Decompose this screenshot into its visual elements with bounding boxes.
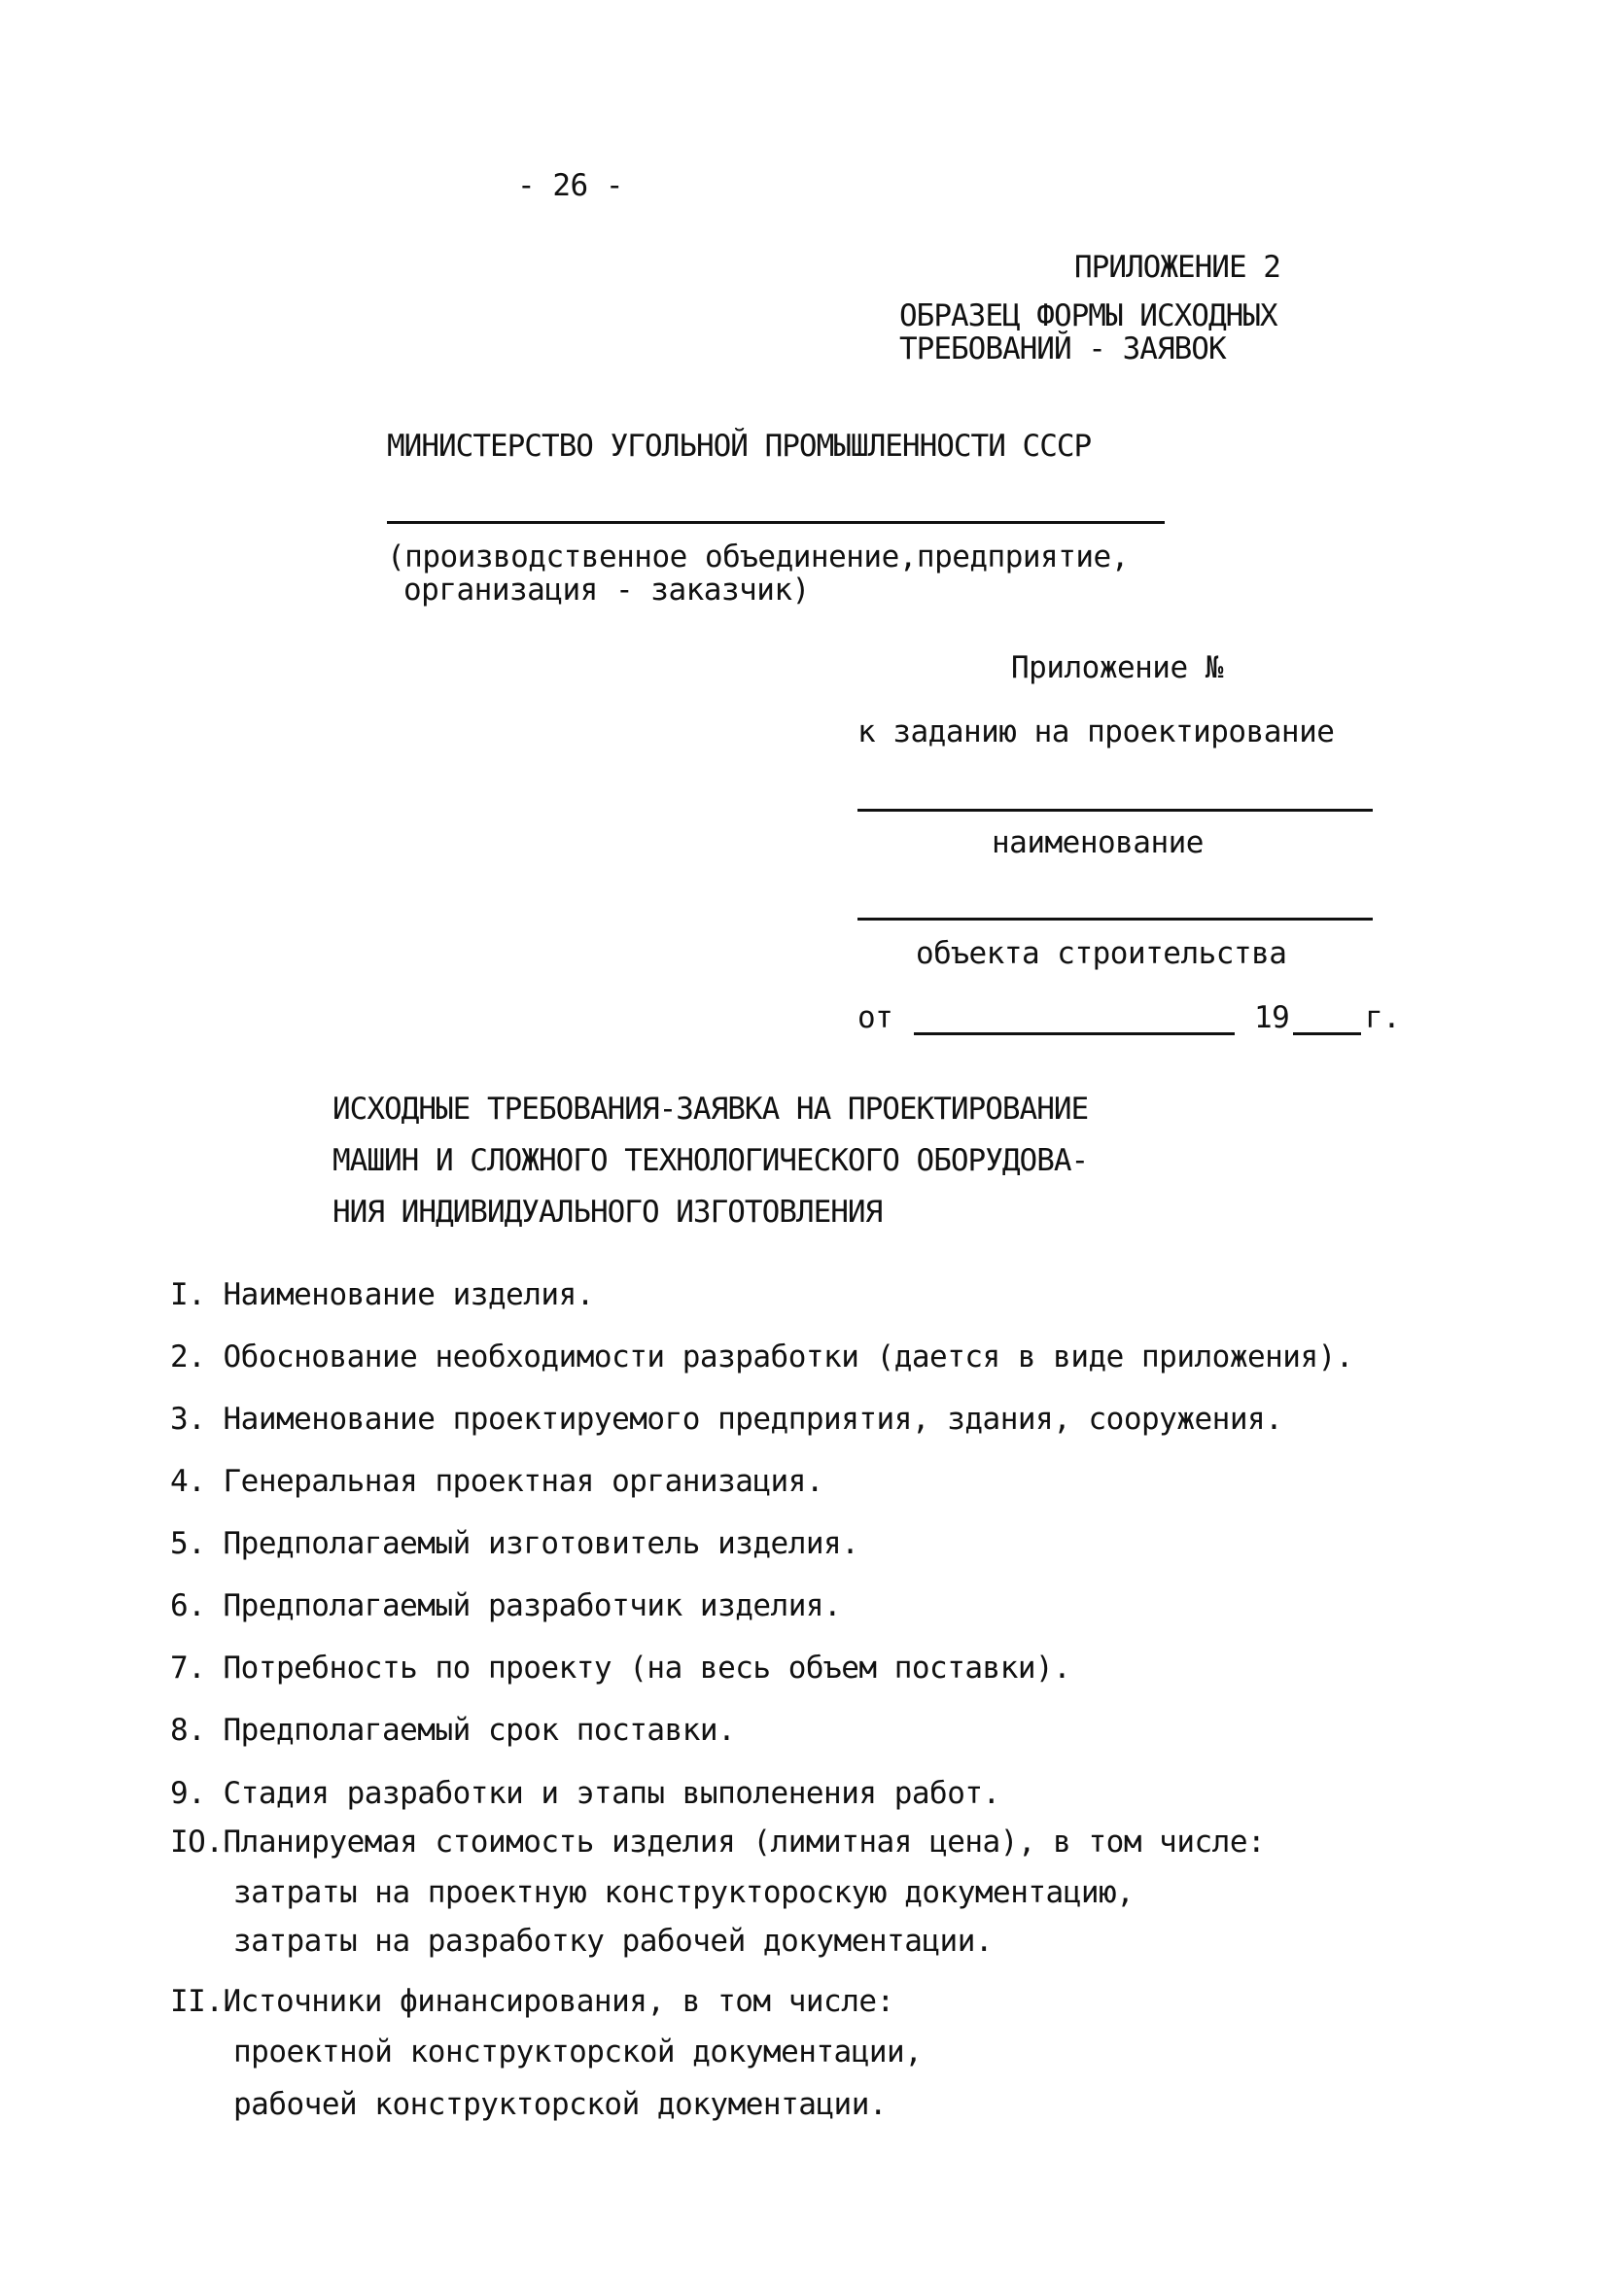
- appendix-label: ПРИЛОЖЕНИЕ 2: [1074, 250, 1280, 285]
- object-name-line2: [857, 918, 1373, 921]
- list-subitem: рабочей конструкторской документации.: [233, 2087, 888, 2122]
- year-suffix: г.: [1365, 1000, 1401, 1035]
- heading-line3: НИЯ ИНДИВИДУАЛЬНОГО ИЗГОТОВЛЕНИЯ: [332, 1195, 883, 1230]
- ministry-title: МИНИСТЕРСТВО УГОЛЬНОЙ ПРОМЫШЛЕННОСТИ СССР: [387, 429, 1092, 464]
- attachment-label: Приложение №: [1011, 650, 1223, 685]
- year-line: [1293, 1032, 1361, 1035]
- list-item: 7. Потребность по проекту (на весь объем поставки).: [170, 1651, 1071, 1686]
- org-name-line: [387, 521, 1165, 524]
- date-line: [914, 1032, 1235, 1035]
- list-item: 3. Наименование проектируемого предприятия, здания, сооружения.: [170, 1402, 1283, 1437]
- page-number: - 26 -: [517, 168, 623, 203]
- list-subitem: затраты на проектную конструктороскую документацию,: [233, 1875, 1135, 1910]
- org-caption-line1: (производственное объединение,предприятие,: [387, 539, 1129, 574]
- list-item: I. Наименование изделия.: [170, 1277, 594, 1312]
- list-subitem: затраты на разработку рабочей документации.: [233, 1924, 994, 1959]
- list-item: II.Источники финансирования, в том числе:: [170, 1984, 894, 2019]
- date-from-label: от: [857, 1000, 893, 1035]
- list-item: 2. Обоснование необходимости разработки (дается в виде приложения).: [170, 1339, 1353, 1374]
- object-caption: объекта строительства: [916, 936, 1287, 971]
- year-prefix: 19: [1254, 1000, 1290, 1035]
- object-name-line1: [857, 809, 1373, 812]
- list-item: 8. Предполагаемый срок поставки.: [170, 1713, 736, 1748]
- heading-line1: ИСХОДНЫЕ ТРЕБОВАНИЯ-ЗАЯВКА НА ПРОЕКТИРОВАНИЕ: [332, 1092, 1089, 1127]
- name-caption: наименование: [992, 825, 1204, 860]
- form-title-line2: ТРЕБОВАНИЙ - ЗАЯВОК: [899, 331, 1226, 366]
- list-subitem: проектной конструкторской документации,: [233, 2035, 923, 2070]
- list-item: 5. Предполагаемый изготовитель изделия.: [170, 1526, 859, 1561]
- attachment-to-task: к заданию на проектирование: [857, 714, 1335, 749]
- list-item: 4. Генеральная проектная организация.: [170, 1464, 824, 1499]
- heading-line2: МАШИН И СЛОЖНОГО ТЕХНОЛОГИЧЕСКОГО ОБОРУДОВА-: [332, 1143, 1089, 1178]
- form-title-line1: ОБРАЗЕЦ ФОРМЫ ИСХОДНЫХ: [899, 298, 1277, 333]
- list-item: IO.Планируемая стоимость изделия (лимитная цена), в том числе:: [170, 1825, 1266, 1860]
- list-item: 6. Предполагаемый разработчик изделия.: [170, 1588, 842, 1623]
- list-item: 9. Стадия разработки и этапы выполенения работ.: [170, 1776, 1000, 1811]
- org-caption-line2: организация - заказчик): [403, 573, 810, 608]
